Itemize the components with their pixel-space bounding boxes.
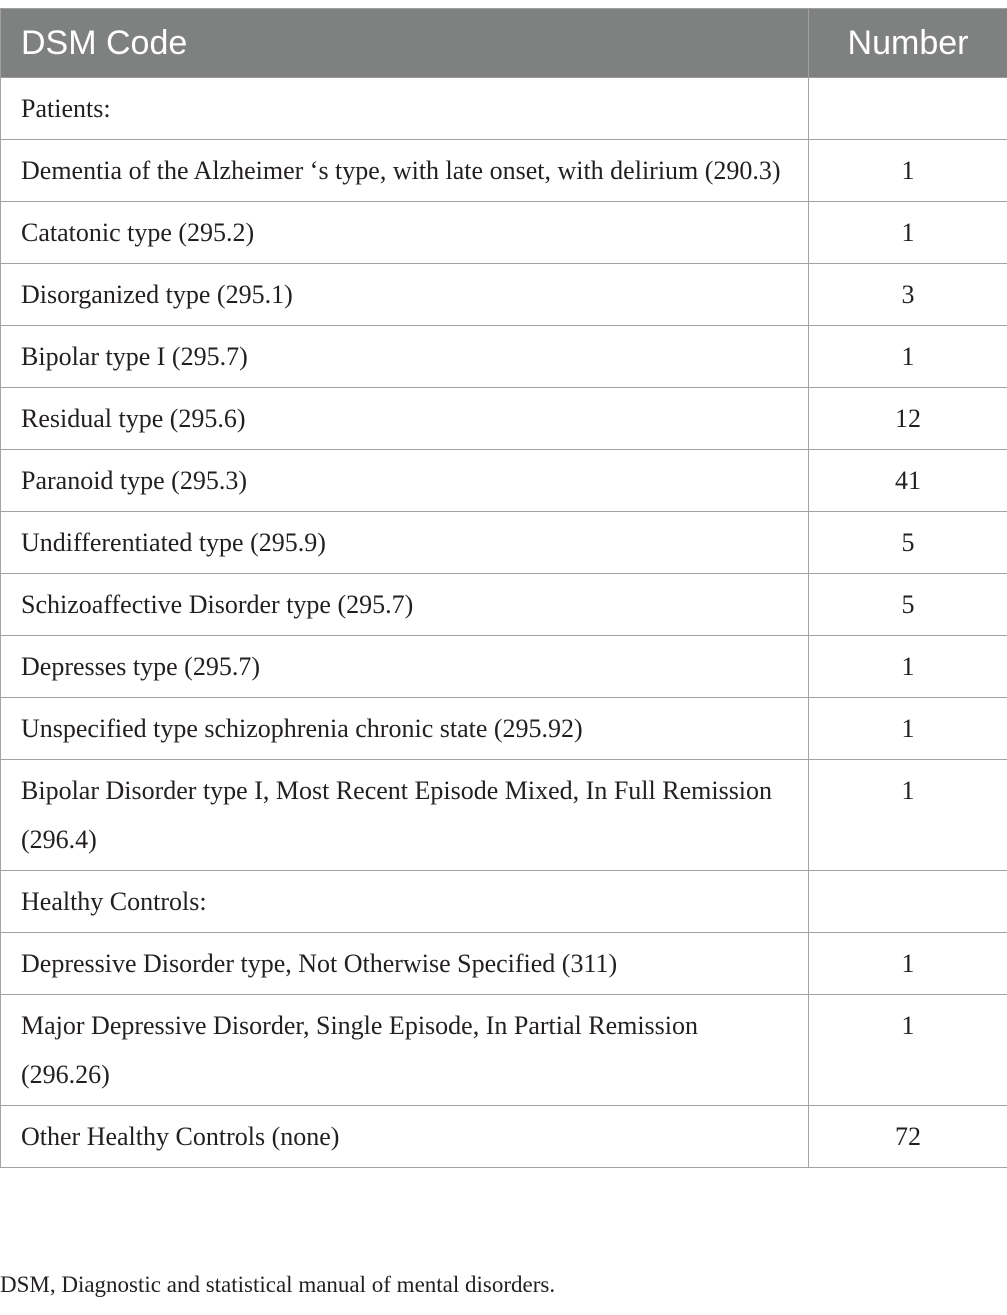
row-label: Dementia of the Alzheimer ‘s type, with late onset, with delirium (290.3) — [1, 140, 809, 202]
row-label: Bipolar type I (295.7) — [1, 326, 809, 388]
row-label: Depresses type (295.7) — [1, 636, 809, 698]
row-label: Depressive Disorder type, Not Otherwise Specified (311) — [1, 933, 809, 995]
row-number: 1 — [809, 995, 1007, 1106]
table-row — [1, 450, 1007, 512]
table-row — [1, 574, 1007, 636]
row-label: Major Depressive Disorder, Single Episode, In Partial Remission (296.26) — [1, 995, 809, 1106]
table-row — [1, 698, 1007, 760]
row-label: Schizoaffective Disorder type (295.7) — [1, 574, 809, 636]
table-row — [1, 202, 1007, 264]
table-row — [1, 78, 1007, 140]
table-row — [1, 995, 1007, 1106]
table-row — [1, 636, 1007, 698]
row-label: Other Healthy Controls (none) — [1, 1106, 809, 1168]
table-row — [1, 1106, 1007, 1168]
table-row — [1, 264, 1007, 326]
row-number: 1 — [809, 202, 1007, 264]
row-number: 1 — [809, 636, 1007, 698]
table-row — [1, 933, 1007, 995]
row-number — [809, 871, 1007, 933]
row-label: Healthy Controls: — [1, 871, 809, 933]
header-row — [1, 9, 1007, 78]
table-footnote: DSM, Diagnostic and statistical manual of mental disorders. — [0, 1272, 556, 1297]
dsm-table-container — [0, 8, 1007, 1168]
row-number: 1 — [809, 933, 1007, 995]
row-label: Patients: — [1, 78, 809, 140]
row-number: 1 — [809, 326, 1007, 388]
row-label: Undifferentiated type (295.9) — [1, 512, 809, 574]
row-number: 41 — [809, 450, 1007, 512]
table-header — [1, 9, 1007, 78]
row-number: 3 — [809, 264, 1007, 326]
table-row — [1, 388, 1007, 450]
table-row — [1, 512, 1007, 574]
row-number: 5 — [809, 512, 1007, 574]
table-body — [1, 78, 1007, 1168]
row-number: 1 — [809, 760, 1007, 871]
table-row — [1, 760, 1007, 871]
row-label: Disorganized type (295.1) — [1, 264, 809, 326]
row-label: Residual type (295.6) — [1, 388, 809, 450]
row-number: 12 — [809, 388, 1007, 450]
header-number: Number — [809, 9, 1007, 78]
row-label: Unspecified type schizophrenia chronic state (295.92) — [1, 698, 809, 760]
row-label: Paranoid type (295.3) — [1, 450, 809, 512]
table-row — [1, 871, 1007, 933]
row-number: 72 — [809, 1106, 1007, 1168]
row-number — [809, 78, 1007, 140]
row-label: Bipolar Disorder type I, Most Recent Episode Mixed, In Full Remission (296.4) — [1, 760, 809, 871]
row-label: Catatonic type (295.2) — [1, 202, 809, 264]
table-row — [1, 140, 1007, 202]
dsm-code-table — [0, 8, 1007, 1168]
row-number: 1 — [809, 140, 1007, 202]
table-row — [1, 326, 1007, 388]
row-number: 5 — [809, 574, 1007, 636]
row-number: 1 — [809, 698, 1007, 760]
header-dsm-code: DSM Code — [1, 9, 809, 78]
